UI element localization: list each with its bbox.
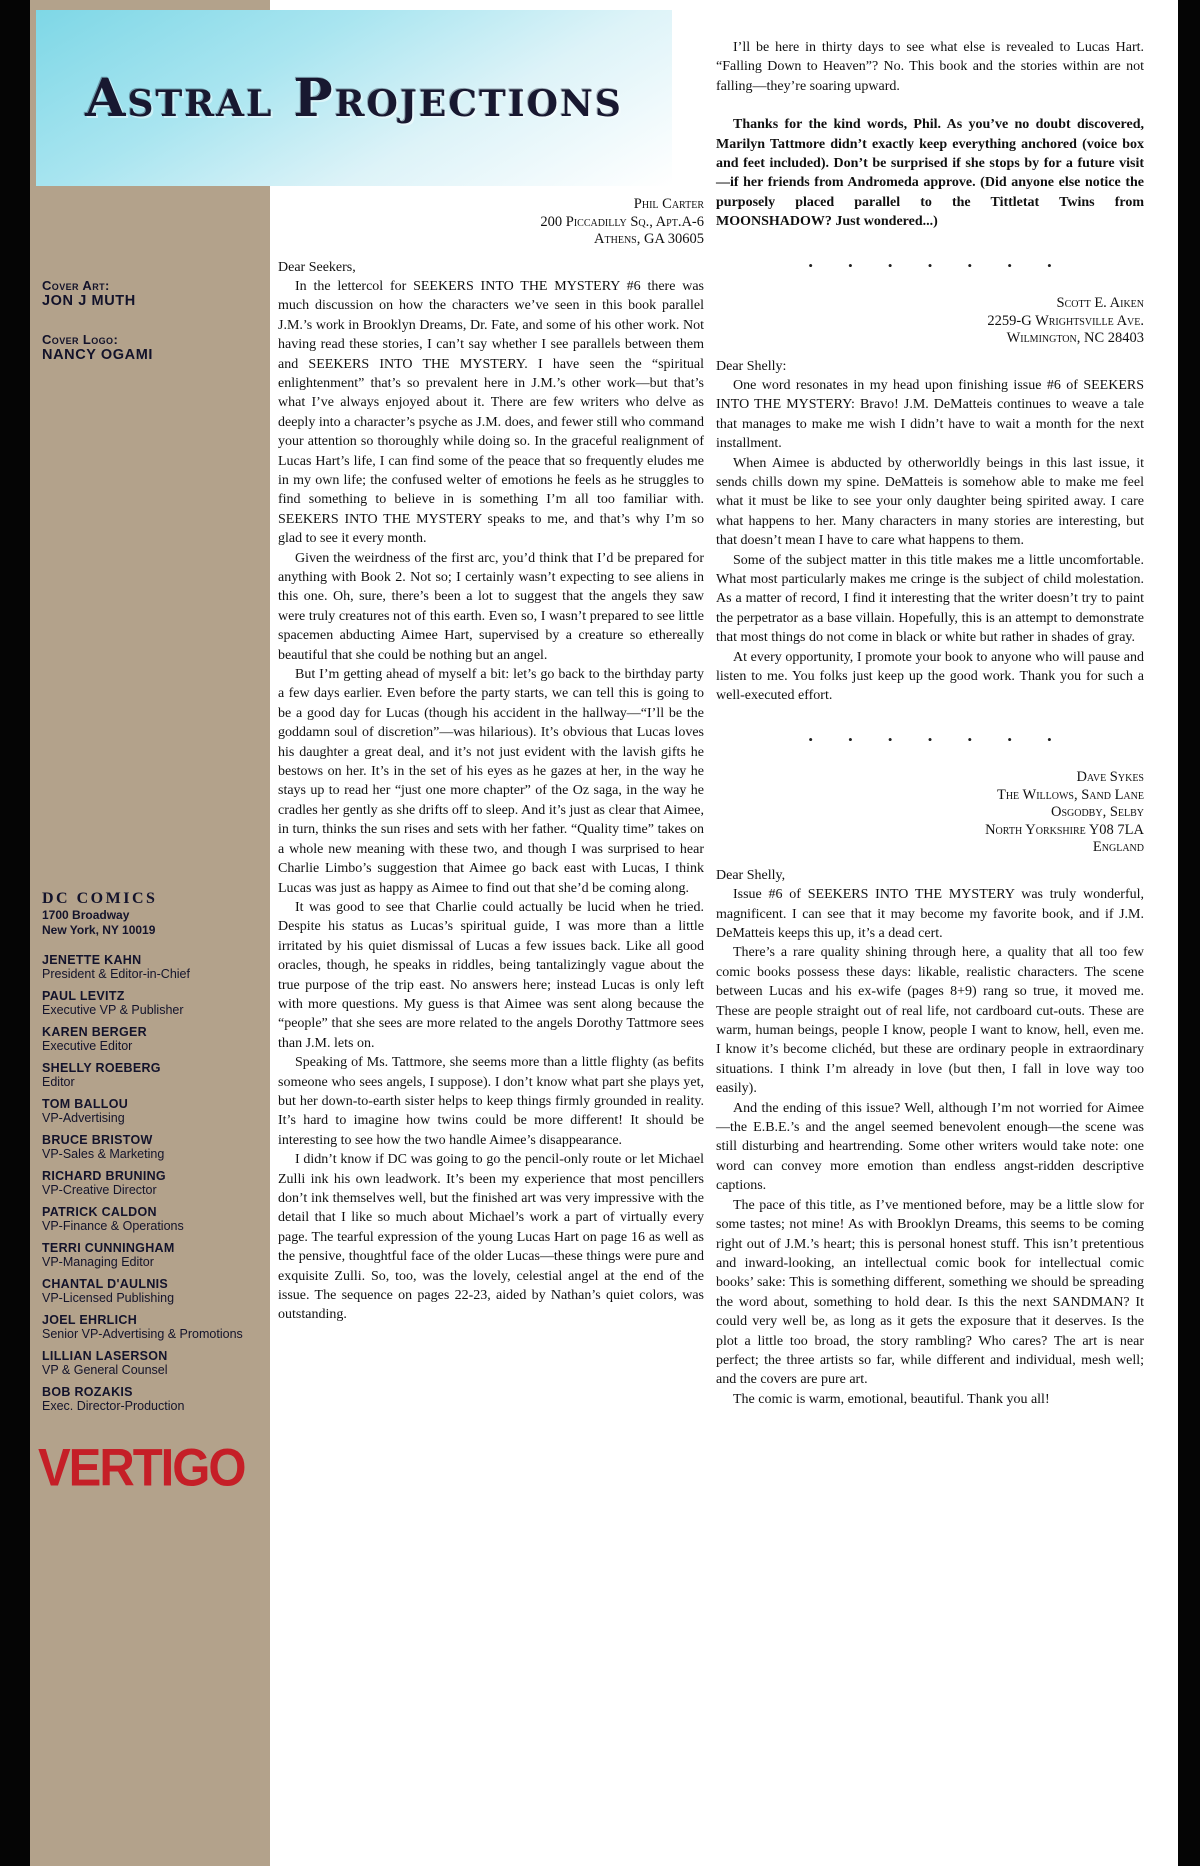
- cover-logo-label: Cover Logo:: [42, 332, 119, 347]
- staff-entry: [42, 1277, 254, 1305]
- staff-title: VP-Creative Director: [42, 1183, 157, 1197]
- letter1-paragraph: In the lettercol for SEEKERS INTO THE MYSTERY #6 there was much discussion on how the characters we’ve seen in this book parallel J.M.’s work in Brooklyn Dreams, Dr. Fate, and some of his other work. Not having read these stories, I can’t say whether I see parallels between them and SEEKERS INTO THE MYSTERY. I have seen the “spiritual enlightenment” that’s so prevalent here in J.M.’s other work—but that’s what I’ve always enjoyed about it. There are few writers who delve as deeply into a character’s psyche as J.M. does, and fewer still who command your attention so thoroughly while doing so. In the graceful realignment of Lucas Hart’s life, I can find some of the peace that so frequently eludes me in my own life; the confused welter of emotions he feels as he struggles to find something to believe in is something I’m all too familiar with. SEEKERS INTO THE MYSTERY speaks to me, and that’s why I’m so glad to see it every month.: [278, 278, 704, 547]
- letter2-paragraph: At every opportunity, I promote your book to anyone who will pause and listen to me. You folks just keep up the good work. Thank you for such a well-executed effort.: [716, 649, 1144, 704]
- letter2-address-line: Scott E. Aiken: [1056, 295, 1144, 312]
- letter3-address-line: England: [1092, 839, 1144, 856]
- staff-entry: [42, 1241, 254, 1269]
- staff-name: CHANTAL D'AULNIS: [42, 1277, 169, 1291]
- cover-art-label: Cover Art:: [42, 278, 110, 293]
- letter3-paragraph: The pace of this title, as I’ve mentioned before, may be a little slow for some tastes; not mine! As with Brooklyn Dreams, this seems to be coming right out of J.M.’s heart; this is personal honest stuff. This isn’t pretentious and inward-looking, an intellectual comic book for intellectual comic books’ sake: This is something different, something we should be spreading the word about, something to hold dear. Is this the next SANDMAN? It could very well be, as long as it gets the exposure that it deserves. Is the plot a little too broad, the story rambling? Who cares? The art is near perfect; the three artists so far, while different and individual, mesh well; and the covers are pure art.: [716, 1197, 1144, 1388]
- right-black-border: [1178, 0, 1200, 1866]
- staff-title: Editor: [42, 1075, 75, 1089]
- letters-column-1: [278, 196, 704, 1325]
- letter1-paragraph: But I’m getting ahead of myself a bit: let’s go back to the birthday party a few days earlier. Even before the party starts, we can tell this is going to be a good day for Lucas (though his accident in the hallway—“I’ll be the goddamn soul of discretion”—was hilarious). It’s obvious that Lucas loves his daughter a great deal, and it’s not just evident with the lavish gifts he bestows on her. It’s in the set of his eyes as he gazes at her, in the way he stays up to read her “just one more chapter” of the Oz saga, in the way he cradles her gently as she drifts off to sleep. And it’s just as clear that Aimee, in turn, thinks the sun rises and sets with her father. “Quality time” takes on a whole new meaning with these two, and though I was surprised to hear Charlie Limbo’s suggestion that Aimee go back east with Lucas, I think Lucas was just as happy as Aimee to find out that she’d be coming along.: [278, 667, 704, 896]
- publisher-address-line1: 1700 Broadway: [42, 908, 130, 922]
- section-separator-dots: • • • • • • •: [808, 257, 1052, 273]
- staff-entry: [42, 1097, 254, 1125]
- left-black-border: [0, 0, 30, 1866]
- staff-entry: [42, 1133, 254, 1161]
- letter1-address: [278, 196, 704, 249]
- letter2-address-line: Wilmington, NC 28403: [1006, 330, 1144, 347]
- staff-name: PATRICK CALDON: [42, 1205, 157, 1219]
- staff-name: JOEL EHRLICH: [42, 1313, 138, 1327]
- staff-entry: [42, 953, 254, 981]
- staff-title: Senior VP-Advertising & Promotions: [42, 1327, 243, 1341]
- vertigo-logo: VERTIGO: [38, 1439, 245, 1498]
- staff-title: VP-Licensed Publishing: [42, 1291, 175, 1305]
- letter3-salutation: Dear Shelly,: [716, 867, 786, 883]
- letter3-paragraph: And the ending of this issue? Well, although I’m not worried for Aimee—the E.B.E.’s and the angel seemed benevolent enough—the scene was still disturbing and heartrending. Some other writers would take note: one word can convey more emotion than endless angst-ridden descriptive captions.: [716, 1100, 1144, 1194]
- letter1-paragraph: I didn’t know if DC was going to go the pencil-only route or let Michael Zulli ink his own leadwork. It’s been my experience that most pencillers don’t ink themselves well, but the finished art was very impressive with the detail that I like so much about Michael’s work a part of virtually every page. The tearful expression of the young Lucas Hart on page 16 as well as the pensive, thoughtful face of the older Lucas—these things were pure and exquisite Zulli. So, too, was the lovely, celestial angel at the end of the issue. The sequence on pages 22-23, aided by Nathan’s quiet colors, was outstanding.: [278, 1152, 704, 1323]
- staff-entry: [42, 1169, 254, 1197]
- staff-entry: [42, 1205, 254, 1233]
- letter3-address-line: The Willows, Sand Lane: [996, 786, 1144, 803]
- staff-title: Executive VP & Publisher: [42, 1003, 184, 1017]
- letter3-address: [716, 769, 1144, 857]
- staff-name: SHELLY ROEBERG: [42, 1061, 161, 1075]
- letter3-paragraph: Issue #6 of SEEKERS INTO THE MYSTERY was truly wonderful, magnificent. I can see that it may become my favorite book, and if J.M. DeMatteis keeps this up, it’s a dead cert.: [716, 887, 1144, 941]
- staff-title: VP-Finance & Operations: [42, 1219, 184, 1233]
- letter2-salutation: Dear Shelly:: [716, 358, 787, 374]
- letter1-address-line: Athens, GA 30605: [594, 231, 704, 247]
- editor-reply: Thanks for the kind words, Phil. As you’ve no doubt discovered, Marilyn Tattmore didn’t exactly keep everything anchored (voice box and feet included). Don’t be surprised if she stops by for a future visit—if her friends from Andromeda approve. (Did anyone else notice the purposely placed parallel to the Tittletat Twins from MOONSHADOW? Just wondered...): [716, 117, 1144, 230]
- letter1-paragraph: Given the weirdness of the first arc, you’d think that I’d be prepared for anything with Book 2. Not so; I certainly wasn’t expecting to see aliens in this one. Oh, sure, there’s been a lot to suggest that the angels they saw were truly creatures not of this earth. Even so, I wasn’t prepared to see little spacemen abducting Aimee Hart, supervised by a creature so ethereally beautiful that she could be nothing but an angel.: [278, 550, 704, 663]
- staff-name: TOM BALLOU: [42, 1097, 129, 1111]
- publisher-address-line2: New York, NY 10019: [42, 923, 156, 937]
- staff-name: PAUL LEVITZ: [42, 989, 125, 1003]
- letter3-address-line: North Yorkshire Y08 7LA: [985, 821, 1144, 838]
- staff-name: BOB ROZAKIS: [42, 1385, 133, 1399]
- letter1-closing-paragraph: I’ll be here in thirty days to see what else is revealed to Lucas Hart. “Falling Down to Heaven”? No. This book and the stories within are not falling—they’re soaring upward.: [716, 40, 1144, 94]
- staff-name: KAREN BERGER: [42, 1025, 147, 1039]
- letter2-paragraph: Some of the subject matter in this title makes me a little uncomfortable. What most particularly makes me cringe is the subject of child molestation. As a matter of record, I find it interesting that the writer doesn’t try to paint the perpetrator as a base villain. Hopefully, this is an attempt to demonstrate that most things do not come in black or white but rather in shades of gray.: [716, 552, 1144, 646]
- publisher-name: DC COMICS: [42, 890, 158, 907]
- staff-title: President & Editor-in-Chief: [42, 967, 190, 981]
- cover-logo-name: NANCY OGAMI: [42, 347, 154, 363]
- cover-art-credit: [42, 278, 254, 309]
- letter1-paragraph: Speaking of Ms. Tattmore, she seems more than a little flighty (as befits someone who sees angels, I suppose). I don’t know what part she plays yet, but her down-to-earth sister helps to keep things firmly grounded in reality. It’s hard to imagine how twins could be more different! It should be interesting to see how the two handle Aimee’s disappearance.: [278, 1055, 704, 1148]
- cover-logo-credit: [42, 332, 254, 363]
- letter3-address-line: Dave Sykes: [1076, 769, 1144, 786]
- letter2-address-line: 2259-G Wrightsville Ave.: [987, 312, 1144, 329]
- staff-entry: [42, 1025, 254, 1053]
- cover-art-name: JON J MUTH: [42, 293, 136, 309]
- page-title: Astral Projections: [85, 67, 623, 129]
- staff-name: TERRI CUNNINGHAM: [42, 1241, 175, 1255]
- staff-title: VP-Managing Editor: [42, 1255, 154, 1269]
- staff-title: VP-Sales & Marketing: [42, 1147, 165, 1161]
- letters-column-2: [716, 38, 1144, 1409]
- staff-entry: [42, 1313, 254, 1341]
- staff-title: VP-Advertising: [42, 1111, 125, 1125]
- letter3-address-line: Osgodby, Selby: [1050, 804, 1144, 821]
- letter2-address: [716, 295, 1144, 348]
- staff-title: Exec. Director-Production: [42, 1399, 185, 1413]
- staff-entry: [42, 1061, 254, 1089]
- letter1-address-line: Phil Carter: [633, 196, 704, 212]
- letter1-paragraph: It was good to see that Charlie could actually be lucid when he tried. Despite his status as Lucas’s spiritual guide, I was more than a little irritated by his quiet dismissal of Lucas a few issues back. Like all good oracles, though, he speaks in riddles, being tantalizingly vague about the true purpose of the trip east. No answers here; instead Lucas is only left with more questions. My guess is that Aimee was sent along because the “people” that she sees are more related to the angels Dorothy Tattmore sees than J.M. lets on.: [278, 899, 704, 1051]
- publisher-block: [42, 890, 257, 938]
- staff-list: [42, 953, 254, 1421]
- staff-title: VP & General Counsel: [42, 1363, 168, 1377]
- letter2-paragraph: When Aimee is abducted by otherworldly beings in this last issue, it sends chills down my spine. DeMatteis is somehow able to make me feel what it must be like to see your only daughter being spirited away. I care what happens to her. Many characters in many stories are interesting, but that doesn’t mean I have to care what happens to them.: [716, 455, 1144, 549]
- staff-entry: [42, 989, 254, 1017]
- section-separator-dots: • • • • • • •: [808, 731, 1052, 747]
- staff-name: RICHARD BRUNING: [42, 1169, 166, 1183]
- letter1-address-line: 200 Piccadilly Sq., Apt.A-6: [540, 213, 704, 230]
- letter3-paragraph: The comic is warm, emotional, beautiful. Thank you all!: [733, 1391, 1050, 1407]
- masthead-banner: [36, 10, 672, 186]
- staff-title: Executive Editor: [42, 1039, 133, 1053]
- letter3-paragraph: There’s a rare quality shining through here, a quality that all too few comic books possess these days: likable, realistic characters. The scene between Lucas and his ex-wife (pages 8+9) rang so true, it moved me. These are people straight out of real life, not cardboard cut-outs. These are warm, human beings, people I know, people I want to know, hell, even me. I know it’s become clichéd, but these are ordinary people in extraordinary situations. I think I’m already in love (but then, I fall in love way too easily).: [716, 945, 1144, 1097]
- letter2-paragraph: One word resonates in my head upon finishing issue #6 of SEEKERS INTO THE MYSTERY: Bravo! J.M. DeMatteis continues to weave a tale that manages to make me wish I didn’t have to wait a month for the next installment.: [716, 377, 1144, 452]
- staff-entry: [42, 1349, 254, 1377]
- staff-name: BRUCE BRISTOW: [42, 1133, 153, 1147]
- letter1-salutation: Dear Seekers,: [278, 259, 356, 275]
- staff-name: JENETTE KAHN: [42, 953, 142, 967]
- staff-entry: [42, 1385, 254, 1413]
- staff-name: LILLIAN LASERSON: [42, 1349, 168, 1363]
